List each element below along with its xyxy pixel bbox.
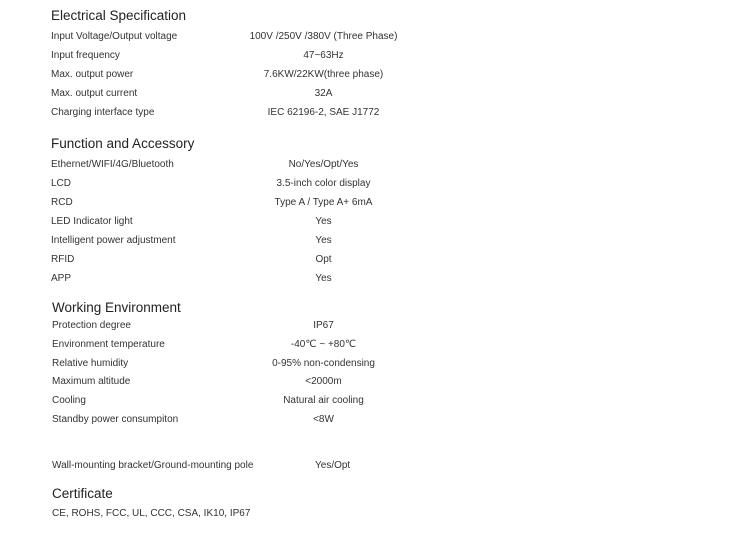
spec-value: 7.6KW/22KW(three phase) (263, 69, 384, 80)
spec-row (51, 414, 611, 430)
mounting-label: Wall-mounting bracket/Ground-mounting pole (52, 460, 254, 471)
certificate-list: CE, ROHS, FCC, UL, CCC, CSA, IK10, IP67 (52, 508, 251, 519)
spec-label: APP (51, 273, 72, 284)
spec-value: Opt (315, 254, 332, 265)
spec-row (51, 320, 611, 336)
spec-label: Input Voltage/Output voltage (51, 31, 178, 42)
spec-row (51, 178, 611, 194)
spec-value: Yes (315, 273, 332, 284)
spec-value: Type A / Type A+ 6mA (274, 197, 373, 208)
spec-label: Maximum altitude (52, 376, 131, 387)
section-title-environment: Working Environment (52, 300, 181, 315)
spec-label: Input frequency (51, 50, 120, 61)
spec-label: Relative humidity (52, 358, 129, 369)
spec-value: Natural air cooling (283, 395, 364, 406)
spec-value: <8W (313, 414, 334, 425)
spec-row (51, 395, 611, 411)
spec-value: Yes (315, 235, 332, 246)
spec-row (51, 88, 611, 104)
section-title-electrical: Electrical Specification (51, 8, 187, 23)
spec-label: Max. output power (51, 69, 134, 80)
spec-label: Intelligent power adjustment (51, 235, 176, 246)
spec-row (51, 358, 611, 374)
section-title-certificate: Certificate (52, 486, 113, 501)
spec-label: LED Indicator light (51, 216, 133, 227)
spec-row (51, 69, 611, 85)
spec-label: Max. output current (51, 88, 138, 99)
spec-label: RCD (51, 197, 73, 208)
spec-label: Cooling (52, 395, 86, 406)
spec-label: LCD (51, 178, 72, 189)
spec-label: Environment temperature (52, 339, 165, 350)
spec-label: Charging interface type (51, 107, 155, 118)
spec-value: 100V /250V /380V (Three Phase) (249, 31, 398, 42)
spec-row (51, 216, 611, 232)
spec-value: 47~63Hz (303, 50, 344, 61)
spec-label: Protection degree (52, 320, 131, 331)
spec-value: IP67 (313, 320, 334, 331)
spec-value: 32A (314, 88, 333, 99)
spec-row (51, 376, 611, 392)
spec-label: RFID (51, 254, 75, 265)
spec-value: <2000m (305, 376, 342, 387)
spec-row (51, 50, 611, 66)
section-title-function: Function and Accessory (51, 136, 195, 151)
spec-row (51, 339, 611, 355)
spec-row (51, 273, 611, 289)
spec-label: Ethernet/WIFI/4G/Bluetooth (51, 159, 174, 170)
spec-value: 3.5-inch color display (276, 178, 371, 189)
spec-row (51, 197, 611, 213)
spec-row (51, 159, 611, 175)
mounting-value: Yes/Opt (315, 460, 351, 471)
spec-row (51, 31, 611, 47)
spec-value: -40℃ ~ +80℃ (290, 339, 357, 350)
spec-label: Standby power consumpiton (52, 414, 179, 425)
spec-value: 0-95% non-condensing (272, 358, 375, 369)
spec-row (51, 254, 611, 270)
spec-value: Yes (315, 216, 332, 227)
spec-value: IEC 62196-2, SAE J1772 (267, 107, 380, 118)
spec-row (51, 107, 611, 123)
spec-row (51, 235, 611, 251)
spec-value: No/Yes/Opt/Yes (288, 159, 359, 170)
